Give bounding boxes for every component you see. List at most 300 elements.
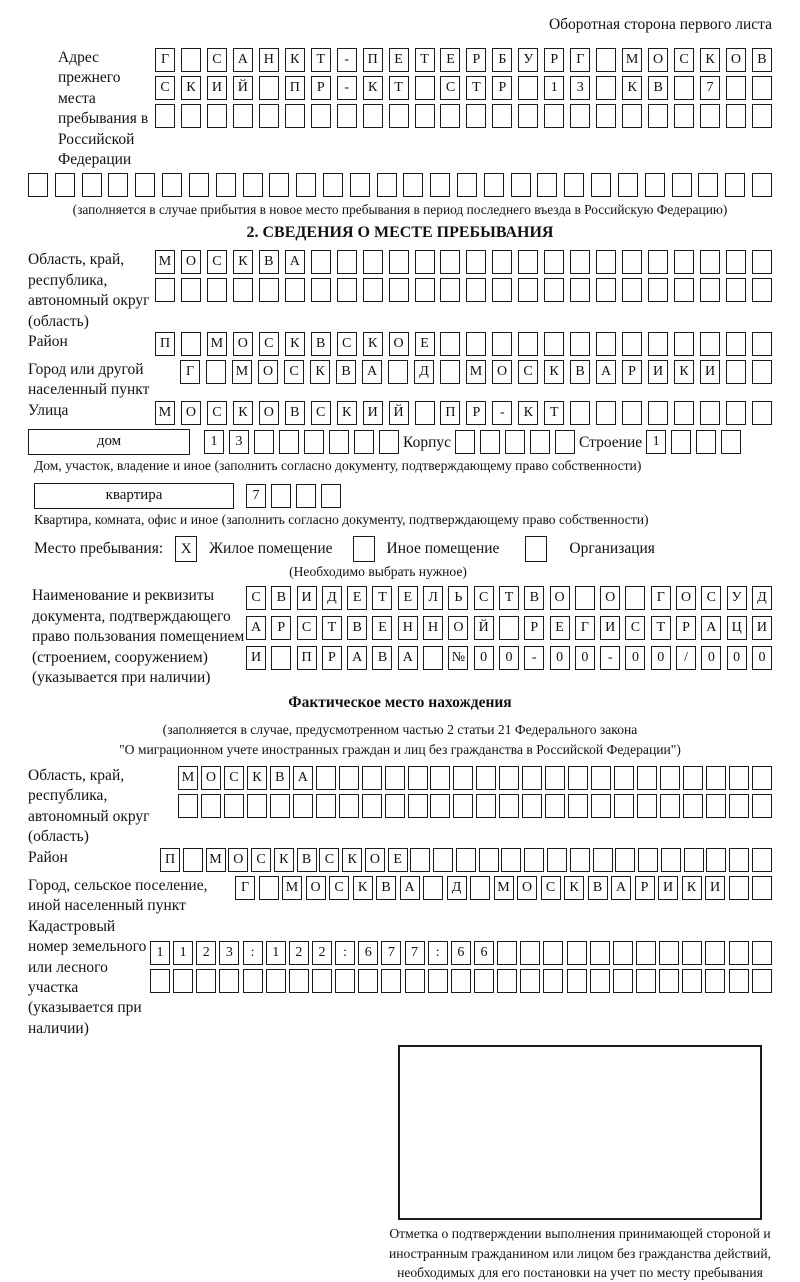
char-cell[interactable] bbox=[570, 104, 590, 128]
char-cell[interactable]: И bbox=[705, 876, 725, 900]
char-cell[interactable]: Г bbox=[651, 586, 671, 610]
char-cell[interactable] bbox=[752, 173, 772, 197]
char-cell[interactable]: О bbox=[259, 401, 279, 425]
char-cell[interactable] bbox=[189, 173, 209, 197]
char-cell[interactable]: - bbox=[337, 76, 357, 100]
char-cell[interactable] bbox=[622, 401, 642, 425]
char-cell[interactable]: И bbox=[246, 646, 266, 670]
char-cell[interactable]: 6 bbox=[358, 941, 378, 965]
char-cell[interactable]: - bbox=[524, 646, 544, 670]
char-cell[interactable] bbox=[497, 969, 517, 993]
char-cell[interactable] bbox=[726, 76, 746, 100]
char-cell[interactable] bbox=[207, 104, 227, 128]
char-cell[interactable]: Т bbox=[311, 48, 331, 72]
char-cell[interactable] bbox=[648, 104, 668, 128]
char-cell[interactable]: 0 bbox=[474, 646, 494, 670]
char-cell[interactable] bbox=[410, 848, 430, 872]
char-cell[interactable] bbox=[266, 969, 286, 993]
char-cell[interactable]: Г bbox=[575, 616, 595, 640]
char-cell[interactable] bbox=[752, 766, 772, 790]
char-cell[interactable] bbox=[440, 360, 460, 384]
checkbox-organization[interactable] bbox=[525, 536, 547, 562]
char-cell[interactable] bbox=[453, 794, 473, 818]
char-cell[interactable]: 1 bbox=[544, 76, 564, 100]
char-cell[interactable]: 1 bbox=[173, 941, 193, 965]
char-cell[interactable]: Г bbox=[155, 48, 175, 72]
char-cell[interactable] bbox=[233, 278, 253, 302]
char-cell[interactable]: О bbox=[648, 48, 668, 72]
char-cell[interactable]: К bbox=[700, 48, 720, 72]
char-cell[interactable]: М bbox=[207, 332, 227, 356]
char-cell[interactable] bbox=[726, 332, 746, 356]
char-cell[interactable]: К bbox=[233, 250, 253, 274]
char-cell[interactable] bbox=[570, 848, 590, 872]
char-cell[interactable] bbox=[403, 173, 423, 197]
char-cell[interactable]: С bbox=[701, 586, 721, 610]
char-cell[interactable] bbox=[590, 941, 610, 965]
char-cell[interactable]: В bbox=[297, 848, 317, 872]
char-cell[interactable]: - bbox=[337, 48, 357, 72]
char-cell[interactable]: П bbox=[363, 48, 383, 72]
char-cell[interactable]: В bbox=[752, 48, 772, 72]
char-cell[interactable]: М bbox=[232, 360, 252, 384]
char-cell[interactable]: В bbox=[311, 332, 331, 356]
char-cell[interactable] bbox=[706, 794, 726, 818]
apartment-type-box[interactable]: квартира bbox=[34, 483, 234, 509]
char-cell[interactable] bbox=[385, 766, 405, 790]
char-cell[interactable] bbox=[698, 173, 718, 197]
char-cell[interactable] bbox=[499, 794, 519, 818]
char-cell[interactable] bbox=[312, 969, 332, 993]
char-cell[interactable] bbox=[729, 941, 749, 965]
char-cell[interactable] bbox=[155, 104, 175, 128]
char-cell[interactable]: Е bbox=[398, 586, 418, 610]
char-cell[interactable] bbox=[430, 794, 450, 818]
char-cell[interactable] bbox=[430, 173, 450, 197]
char-cell[interactable] bbox=[729, 876, 749, 900]
char-cell[interactable]: Т bbox=[415, 48, 435, 72]
char-cell[interactable] bbox=[285, 104, 305, 128]
char-cell[interactable]: В bbox=[588, 876, 608, 900]
char-cell[interactable]: С bbox=[625, 616, 645, 640]
char-cell[interactable] bbox=[466, 104, 486, 128]
house-type-box[interactable]: дом bbox=[28, 429, 190, 455]
char-cell[interactable] bbox=[408, 766, 428, 790]
char-cell[interactable] bbox=[672, 173, 692, 197]
char-cell[interactable]: / bbox=[676, 646, 696, 670]
char-cell[interactable]: К bbox=[285, 332, 305, 356]
char-cell[interactable] bbox=[596, 401, 616, 425]
char-cell[interactable] bbox=[700, 401, 720, 425]
char-cell[interactable] bbox=[726, 360, 746, 384]
char-cell[interactable]: Й bbox=[233, 76, 253, 100]
char-cell[interactable]: Р bbox=[466, 401, 486, 425]
char-cell[interactable] bbox=[648, 401, 668, 425]
char-cell[interactable]: К bbox=[285, 48, 305, 72]
char-cell[interactable] bbox=[296, 484, 316, 508]
char-cell[interactable] bbox=[354, 430, 374, 454]
char-cell[interactable]: Г bbox=[570, 48, 590, 72]
char-cell[interactable] bbox=[636, 969, 656, 993]
char-cell[interactable] bbox=[362, 766, 382, 790]
char-cell[interactable] bbox=[520, 941, 540, 965]
char-cell[interactable] bbox=[271, 646, 291, 670]
char-cell[interactable]: Т bbox=[544, 401, 564, 425]
char-cell[interactable] bbox=[661, 848, 681, 872]
char-cell[interactable] bbox=[752, 969, 772, 993]
char-cell[interactable] bbox=[337, 278, 357, 302]
char-cell[interactable]: М bbox=[206, 848, 226, 872]
char-cell[interactable]: Р bbox=[322, 646, 342, 670]
char-cell[interactable]: О bbox=[228, 848, 248, 872]
char-cell[interactable]: А bbox=[362, 360, 382, 384]
char-cell[interactable] bbox=[752, 250, 772, 274]
char-cell[interactable]: 0 bbox=[701, 646, 721, 670]
char-cell[interactable]: К bbox=[363, 76, 383, 100]
char-cell[interactable] bbox=[659, 969, 679, 993]
char-cell[interactable]: В bbox=[570, 360, 590, 384]
char-cell[interactable]: К bbox=[247, 766, 267, 790]
char-cell[interactable]: 7 bbox=[246, 484, 266, 508]
char-cell[interactable] bbox=[752, 794, 772, 818]
char-cell[interactable] bbox=[752, 104, 772, 128]
char-cell[interactable] bbox=[505, 430, 525, 454]
char-cell[interactable] bbox=[196, 969, 216, 993]
char-cell[interactable] bbox=[544, 250, 564, 274]
char-cell[interactable]: В bbox=[376, 876, 396, 900]
char-cell[interactable] bbox=[181, 48, 201, 72]
char-cell[interactable] bbox=[683, 766, 703, 790]
checkbox-other-premises[interactable] bbox=[353, 536, 375, 562]
char-cell[interactable] bbox=[729, 848, 749, 872]
char-cell[interactable] bbox=[524, 848, 544, 872]
char-cell[interactable] bbox=[304, 430, 324, 454]
char-cell[interactable]: Т bbox=[322, 616, 342, 640]
char-cell[interactable] bbox=[706, 848, 726, 872]
char-cell[interactable]: У bbox=[727, 586, 747, 610]
char-cell[interactable]: Н bbox=[398, 616, 418, 640]
char-cell[interactable] bbox=[476, 794, 496, 818]
char-cell[interactable] bbox=[108, 173, 128, 197]
char-cell[interactable]: Б bbox=[492, 48, 512, 72]
char-cell[interactable]: О bbox=[365, 848, 385, 872]
char-cell[interactable] bbox=[520, 969, 540, 993]
char-cell[interactable] bbox=[456, 848, 476, 872]
char-cell[interactable] bbox=[457, 173, 477, 197]
char-cell[interactable]: Г bbox=[235, 876, 255, 900]
char-cell[interactable] bbox=[476, 766, 496, 790]
char-cell[interactable] bbox=[570, 250, 590, 274]
char-cell[interactable]: 2 bbox=[289, 941, 309, 965]
char-cell[interactable]: С bbox=[440, 76, 460, 100]
char-cell[interactable] bbox=[518, 250, 538, 274]
char-cell[interactable]: Р bbox=[492, 76, 512, 100]
char-cell[interactable]: Н bbox=[423, 616, 443, 640]
char-cell[interactable]: К bbox=[544, 360, 564, 384]
char-cell[interactable]: М bbox=[622, 48, 642, 72]
char-cell[interactable] bbox=[339, 794, 359, 818]
char-cell[interactable] bbox=[408, 794, 428, 818]
char-cell[interactable] bbox=[752, 360, 772, 384]
char-cell[interactable]: О bbox=[676, 586, 696, 610]
char-cell[interactable] bbox=[440, 250, 460, 274]
char-cell[interactable]: А bbox=[233, 48, 253, 72]
char-cell[interactable] bbox=[726, 250, 746, 274]
char-cell[interactable] bbox=[645, 173, 665, 197]
char-cell[interactable]: Т bbox=[372, 586, 392, 610]
char-cell[interactable] bbox=[544, 332, 564, 356]
char-cell[interactable]: Р bbox=[622, 360, 642, 384]
char-cell[interactable] bbox=[285, 278, 305, 302]
char-cell[interactable]: С bbox=[337, 332, 357, 356]
char-cell[interactable] bbox=[316, 794, 336, 818]
char-cell[interactable]: 2 bbox=[312, 941, 332, 965]
char-cell[interactable] bbox=[752, 332, 772, 356]
char-cell[interactable]: Д bbox=[752, 586, 772, 610]
char-cell[interactable]: С bbox=[284, 360, 304, 384]
char-cell[interactable]: А bbox=[398, 646, 418, 670]
char-cell[interactable]: Т bbox=[466, 76, 486, 100]
char-cell[interactable] bbox=[335, 969, 355, 993]
char-cell[interactable]: К bbox=[363, 332, 383, 356]
char-cell[interactable] bbox=[568, 766, 588, 790]
char-cell[interactable]: 1 bbox=[204, 430, 224, 454]
char-cell[interactable] bbox=[339, 766, 359, 790]
char-cell[interactable] bbox=[518, 76, 538, 100]
char-cell[interactable]: С bbox=[259, 332, 279, 356]
char-cell[interactable]: О bbox=[448, 616, 468, 640]
char-cell[interactable]: Е bbox=[550, 616, 570, 640]
char-cell[interactable] bbox=[479, 848, 499, 872]
char-cell[interactable] bbox=[522, 794, 542, 818]
char-cell[interactable] bbox=[636, 941, 656, 965]
char-cell[interactable]: 1 bbox=[266, 941, 286, 965]
char-cell[interactable] bbox=[316, 766, 336, 790]
char-cell[interactable] bbox=[729, 766, 749, 790]
char-cell[interactable] bbox=[545, 766, 565, 790]
char-cell[interactable] bbox=[501, 848, 521, 872]
char-cell[interactable]: М bbox=[282, 876, 302, 900]
char-cell[interactable]: Д bbox=[447, 876, 467, 900]
char-cell[interactable] bbox=[522, 766, 542, 790]
char-cell[interactable] bbox=[451, 969, 471, 993]
char-cell[interactable] bbox=[405, 969, 425, 993]
char-cell[interactable]: Р bbox=[466, 48, 486, 72]
char-cell[interactable] bbox=[547, 848, 567, 872]
char-cell[interactable] bbox=[415, 401, 435, 425]
char-cell[interactable] bbox=[337, 250, 357, 274]
char-cell[interactable] bbox=[544, 104, 564, 128]
char-cell[interactable]: С bbox=[246, 586, 266, 610]
char-cell[interactable] bbox=[492, 250, 512, 274]
char-cell[interactable] bbox=[453, 766, 473, 790]
char-cell[interactable] bbox=[622, 332, 642, 356]
char-cell[interactable] bbox=[591, 766, 611, 790]
char-cell[interactable] bbox=[590, 969, 610, 993]
char-cell[interactable]: 1 bbox=[646, 430, 666, 454]
char-cell[interactable]: И bbox=[207, 76, 227, 100]
char-cell[interactable]: А bbox=[701, 616, 721, 640]
char-cell[interactable] bbox=[254, 430, 274, 454]
char-cell[interactable] bbox=[564, 173, 584, 197]
char-cell[interactable]: Е bbox=[388, 848, 408, 872]
char-cell[interactable] bbox=[293, 794, 313, 818]
char-cell[interactable] bbox=[660, 766, 680, 790]
char-cell[interactable] bbox=[415, 250, 435, 274]
char-cell[interactable] bbox=[752, 876, 772, 900]
char-cell[interactable]: Л bbox=[423, 586, 443, 610]
char-cell[interactable] bbox=[544, 278, 564, 302]
char-cell[interactable]: Р bbox=[524, 616, 544, 640]
char-cell[interactable]: И bbox=[363, 401, 383, 425]
char-cell[interactable] bbox=[575, 586, 595, 610]
char-cell[interactable] bbox=[492, 332, 512, 356]
char-cell[interactable]: И bbox=[648, 360, 668, 384]
char-cell[interactable] bbox=[259, 876, 279, 900]
char-cell[interactable] bbox=[350, 173, 370, 197]
char-cell[interactable]: О bbox=[233, 332, 253, 356]
char-cell[interactable] bbox=[752, 76, 772, 100]
char-cell[interactable] bbox=[271, 484, 291, 508]
char-cell[interactable] bbox=[726, 401, 746, 425]
char-cell[interactable] bbox=[379, 430, 399, 454]
char-cell[interactable]: Р bbox=[676, 616, 696, 640]
char-cell[interactable]: О bbox=[181, 401, 201, 425]
char-cell[interactable]: 0 bbox=[651, 646, 671, 670]
char-cell[interactable] bbox=[492, 104, 512, 128]
char-cell[interactable] bbox=[752, 848, 772, 872]
char-cell[interactable] bbox=[545, 794, 565, 818]
char-cell[interactable]: Й bbox=[474, 616, 494, 640]
char-cell[interactable] bbox=[622, 250, 642, 274]
char-cell[interactable] bbox=[259, 76, 279, 100]
char-cell[interactable]: И bbox=[658, 876, 678, 900]
char-cell[interactable] bbox=[674, 250, 694, 274]
char-cell[interactable]: М bbox=[155, 401, 175, 425]
char-cell[interactable] bbox=[321, 484, 341, 508]
char-cell[interactable]: П bbox=[155, 332, 175, 356]
char-cell[interactable] bbox=[543, 969, 563, 993]
char-cell[interactable] bbox=[729, 794, 749, 818]
char-cell[interactable]: 0 bbox=[499, 646, 519, 670]
char-cell[interactable] bbox=[570, 332, 590, 356]
char-cell[interactable] bbox=[682, 941, 702, 965]
char-cell[interactable] bbox=[415, 278, 435, 302]
char-cell[interactable]: 0 bbox=[575, 646, 595, 670]
char-cell[interactable]: Р bbox=[544, 48, 564, 72]
char-cell[interactable] bbox=[269, 173, 289, 197]
char-cell[interactable] bbox=[323, 173, 343, 197]
char-cell[interactable] bbox=[637, 794, 657, 818]
char-cell[interactable] bbox=[279, 430, 299, 454]
char-cell[interactable] bbox=[674, 401, 694, 425]
char-cell[interactable]: А bbox=[596, 360, 616, 384]
char-cell[interactable] bbox=[470, 876, 490, 900]
char-cell[interactable]: С bbox=[329, 876, 349, 900]
char-cell[interactable] bbox=[415, 104, 435, 128]
char-cell[interactable] bbox=[28, 173, 48, 197]
char-cell[interactable]: : bbox=[428, 941, 448, 965]
char-cell[interactable]: № bbox=[448, 646, 468, 670]
char-cell[interactable] bbox=[499, 616, 519, 640]
char-cell[interactable]: И bbox=[297, 586, 317, 610]
char-cell[interactable] bbox=[270, 794, 290, 818]
char-cell[interactable]: С bbox=[674, 48, 694, 72]
char-cell[interactable] bbox=[389, 104, 409, 128]
char-cell[interactable] bbox=[614, 794, 634, 818]
char-cell[interactable] bbox=[389, 250, 409, 274]
char-cell[interactable] bbox=[725, 173, 745, 197]
char-cell[interactable]: Е bbox=[415, 332, 435, 356]
char-cell[interactable] bbox=[622, 104, 642, 128]
char-cell[interactable]: В bbox=[372, 646, 392, 670]
char-cell[interactable]: С bbox=[319, 848, 339, 872]
char-cell[interactable] bbox=[428, 969, 448, 993]
char-cell[interactable] bbox=[358, 969, 378, 993]
char-cell[interactable]: Ц bbox=[727, 616, 747, 640]
char-cell[interactable]: О bbox=[306, 876, 326, 900]
char-cell[interactable]: М bbox=[155, 250, 175, 274]
char-cell[interactable]: С bbox=[224, 766, 244, 790]
char-cell[interactable]: К bbox=[674, 360, 694, 384]
char-cell[interactable]: В bbox=[524, 586, 544, 610]
char-cell[interactable]: А bbox=[293, 766, 313, 790]
char-cell[interactable] bbox=[570, 401, 590, 425]
char-cell[interactable]: У bbox=[518, 48, 538, 72]
char-cell[interactable]: В bbox=[271, 586, 291, 610]
char-cell[interactable] bbox=[181, 278, 201, 302]
char-cell[interactable]: В bbox=[347, 616, 367, 640]
char-cell[interactable] bbox=[530, 430, 550, 454]
char-cell[interactable] bbox=[648, 250, 668, 274]
char-cell[interactable] bbox=[638, 848, 658, 872]
char-cell[interactable] bbox=[440, 278, 460, 302]
char-cell[interactable] bbox=[567, 941, 587, 965]
char-cell[interactable] bbox=[648, 332, 668, 356]
char-cell[interactable] bbox=[683, 794, 703, 818]
char-cell[interactable]: 3 bbox=[229, 430, 249, 454]
char-cell[interactable] bbox=[752, 278, 772, 302]
char-cell[interactable] bbox=[570, 278, 590, 302]
char-cell[interactable]: 7 bbox=[405, 941, 425, 965]
char-cell[interactable]: Д bbox=[322, 586, 342, 610]
char-cell[interactable]: Е bbox=[372, 616, 392, 640]
char-cell[interactable]: В bbox=[285, 401, 305, 425]
char-cell[interactable] bbox=[329, 430, 349, 454]
char-cell[interactable]: 7 bbox=[381, 941, 401, 965]
char-cell[interactable]: Й bbox=[389, 401, 409, 425]
char-cell[interactable]: С bbox=[474, 586, 494, 610]
char-cell[interactable] bbox=[423, 646, 443, 670]
char-cell[interactable]: П bbox=[160, 848, 180, 872]
char-cell[interactable]: А bbox=[246, 616, 266, 640]
char-cell[interactable] bbox=[440, 332, 460, 356]
char-cell[interactable] bbox=[455, 430, 475, 454]
char-cell[interactable]: : bbox=[243, 941, 263, 965]
char-cell[interactable]: А bbox=[400, 876, 420, 900]
char-cell[interactable]: К bbox=[337, 401, 357, 425]
char-cell[interactable] bbox=[596, 48, 616, 72]
char-cell[interactable]: - bbox=[600, 646, 620, 670]
char-cell[interactable] bbox=[615, 848, 635, 872]
char-cell[interactable] bbox=[625, 586, 645, 610]
char-cell[interactable]: М bbox=[178, 766, 198, 790]
char-cell[interactable] bbox=[474, 969, 494, 993]
char-cell[interactable] bbox=[433, 848, 453, 872]
char-cell[interactable]: О bbox=[726, 48, 746, 72]
char-cell[interactable]: И bbox=[600, 616, 620, 640]
char-cell[interactable]: В bbox=[259, 250, 279, 274]
